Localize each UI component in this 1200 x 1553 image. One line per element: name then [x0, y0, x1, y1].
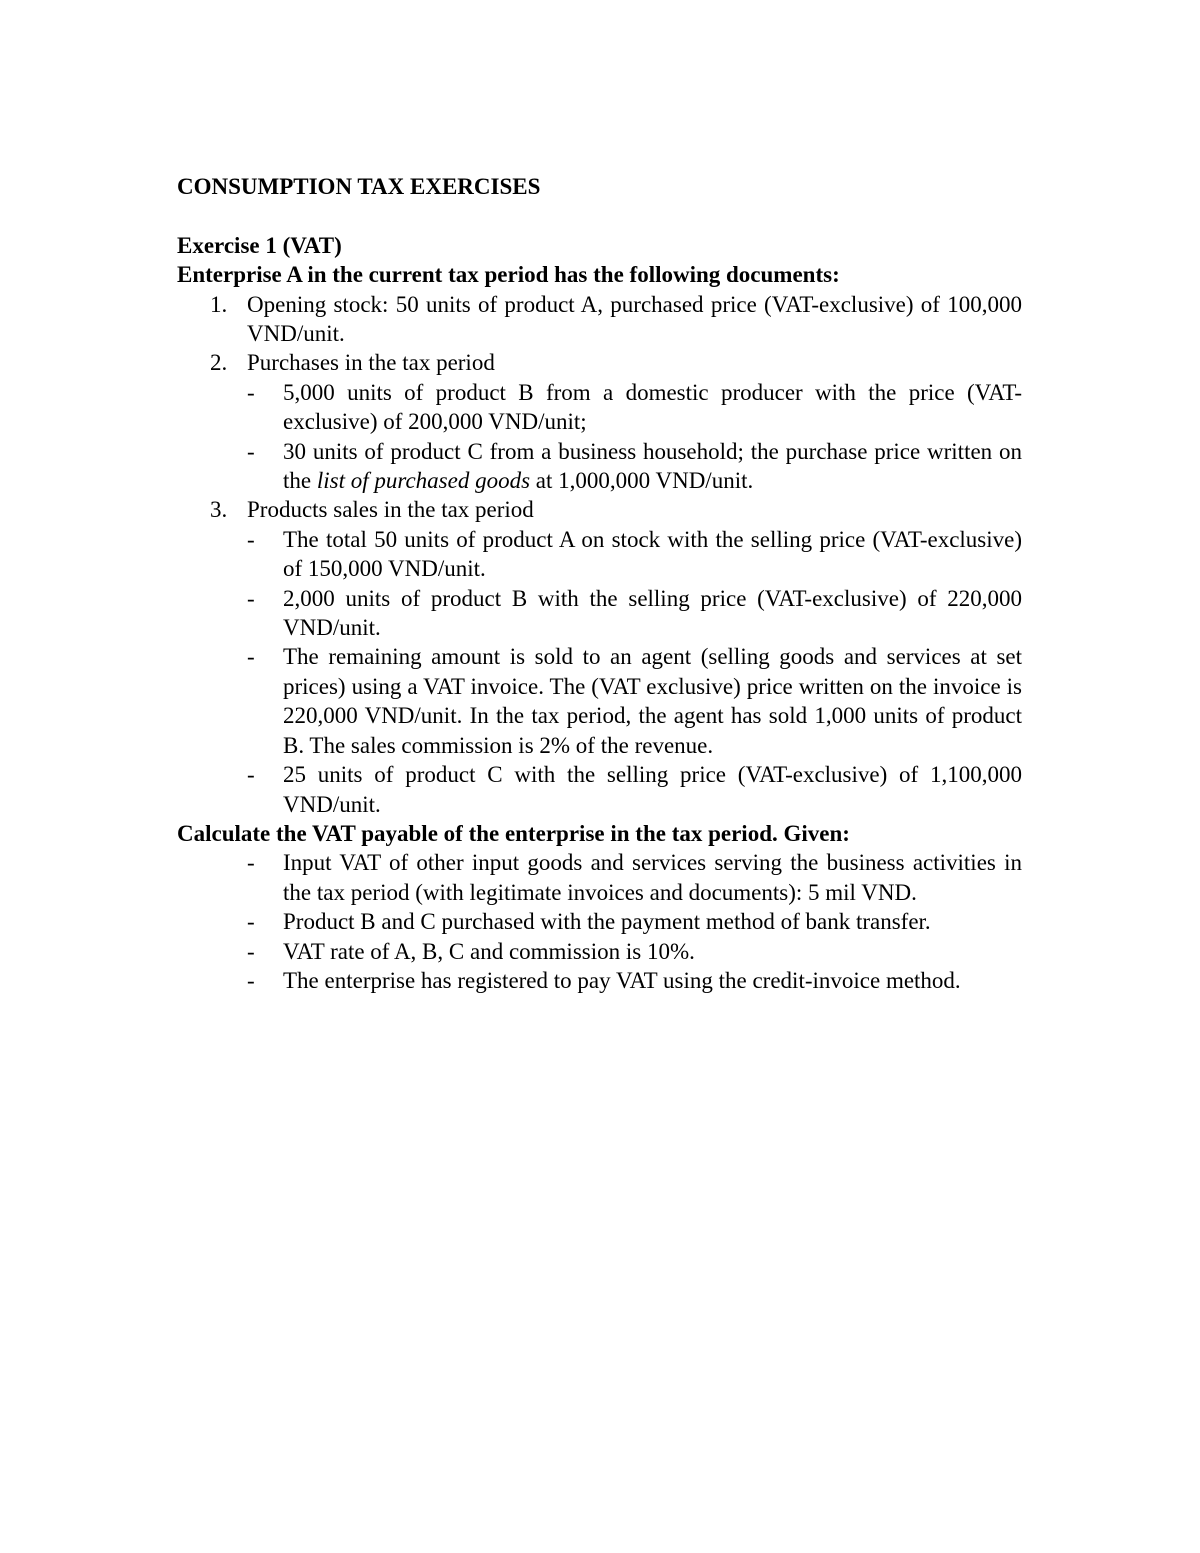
sub-list — [247, 378, 1022, 496]
list-item-3 — [177, 495, 1022, 818]
given-item — [177, 848, 1022, 907]
list-item-text: Purchases in the tax period — [247, 350, 495, 376]
sub-list-item — [247, 760, 1022, 819]
given-list — [177, 848, 1022, 995]
exercise-intro: Enterprise A in the current tax period has the following documents: — [177, 262, 840, 288]
given-item — [177, 937, 1022, 966]
sub-list-item-text: 2,000 units of product B with the selling price (VAT-exclusive) of 220,000 VND/unit. — [283, 585, 1022, 641]
list-number: 2. — [210, 350, 228, 376]
sub-list-item — [247, 584, 1022, 643]
given-item-text: Product B and C purchased with the payment method of bank transfer. — [283, 909, 931, 935]
sub-list-item-text: The total 50 units of product A on stock with the selling price (VAT-exclusive) of 150,000 VND/unit. — [283, 526, 1022, 582]
dash-marker: - — [247, 938, 255, 964]
document-title: CONSUMPTION TAX EXERCISES — [177, 174, 541, 199]
sub-list — [247, 525, 1022, 819]
document-list — [177, 290, 1022, 819]
list-item-text: Opening stock: 50 units of product A, purchased price (VAT-exclusive) of 100,000 VND/unit. — [247, 291, 1022, 347]
exercise-heading: Exercise 1 (VAT) — [177, 232, 342, 258]
dash-marker: - — [247, 585, 255, 611]
given-item-text: The enterprise has registered to pay VAT using the credit-invoice method. — [283, 967, 961, 993]
list-number: 1. — [210, 291, 228, 317]
dash-marker: - — [247, 438, 255, 464]
question-heading: Calculate the VAT payable of the enterprise in the tax period. Given: — [177, 820, 850, 846]
italic-term: list of purchased goods — [316, 468, 531, 494]
sub-list-item-text: at 1,000,000 VND/unit. — [535, 468, 754, 494]
sub-list-item — [247, 525, 1022, 584]
sub-list-item — [247, 437, 1022, 496]
list-item-2 — [177, 348, 1022, 495]
dash-marker: - — [247, 379, 255, 405]
dash-marker: - — [247, 967, 255, 993]
sub-list-item-text: The remaining amount is sold to an agent (selling goods and services at set prices) using a VAT invoice. The (VAT exclusive) price written on the invoice is 220,000 VND/unit. In the tax period, the agent has sold 1,000 units of product B. The sales commission is 2% of the revenue. — [283, 644, 1022, 758]
list-item-text: Products sales in the tax period — [247, 497, 534, 523]
sub-list-item — [247, 642, 1022, 760]
dash-marker: - — [247, 909, 255, 935]
given-item-text: VAT rate of A, B, C and commission is 10%. — [283, 938, 695, 964]
dash-marker: - — [247, 526, 255, 552]
list-number: 3. — [210, 497, 228, 523]
dash-marker: - — [247, 762, 255, 788]
sub-list-item-text: 30 units of product C from a business household; the purchase price written on the — [283, 438, 1022, 494]
given-item — [177, 966, 1022, 995]
document-content — [177, 172, 1022, 995]
list-item-1 — [177, 290, 1022, 349]
given-item — [177, 907, 1022, 936]
dash-marker: - — [247, 850, 255, 876]
sub-list-item-text: 25 units of product C with the selling price (VAT-exclusive) of 1,100,000 VND/unit. — [283, 762, 1022, 817]
sub-list-item — [247, 378, 1022, 437]
given-item-text: Input VAT of other input goods and services serving the business activities in the tax period (with legitimate invoices and documents): 5 mil VND. — [283, 850, 1022, 905]
sub-list-item-text: 5,000 units of product B from a domestic producer with the price (VAT-exclusive) of 200,000 VND/unit; — [283, 379, 1022, 435]
blank-line — [177, 201, 1022, 230]
dash-marker: - — [247, 644, 255, 670]
